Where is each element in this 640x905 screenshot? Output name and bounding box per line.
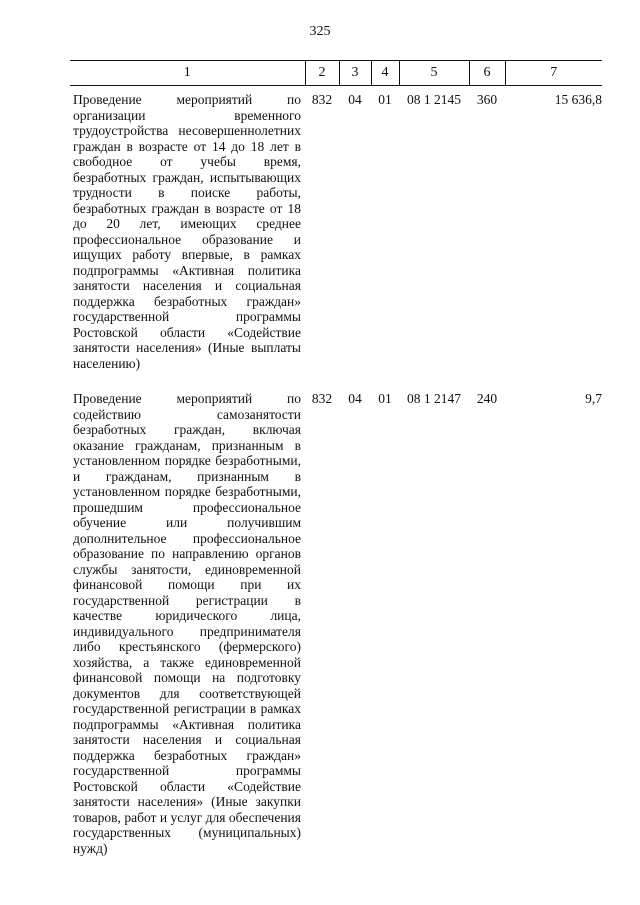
header-col-6: 6: [469, 61, 505, 86]
row-ministry-code: 832: [311, 92, 333, 107]
table-row: [70, 86, 602, 372]
budget-table: [70, 60, 602, 856]
row-description: Проведение мероприятий по содействию самозанятости безработных граждан, включая оказание гражданам, признанным в установленном порядке безработными, и гражданам, признанным в установленном порядке безработными, прошедшим профессиональное обучение или получившим дополнительное профессиональное образование по направлению органов службы занятости, единовременной финансовой помощи при их государственной регистрации в качестве юридического лица, индивидуального предпринимателя либо крестьянского (фермерского) хозяйства, а также единовременной финансовой помощи на подготовку документов для соответствующей государственной регистрации в рамках подпрограммы «Активная политика занятости населения и социальная поддержка безработных граждан» государственной программы Ростовской области «Содействие занятости населения» (Иные закупки товаров, работ и услуг для обеспечения государственных (муниципальных) нужд): [73, 391, 301, 856]
row-ministry-code: 832: [311, 391, 333, 406]
row-subsection-code: 01: [378, 92, 392, 107]
row-expense-type: 360: [476, 92, 498, 107]
header-col-3: 3: [339, 61, 371, 86]
header-col-7: 7: [505, 61, 602, 86]
row-description: Проведение мероприятий по организации временного трудоустройства несовершеннолетних граждан в возрасте от 14 до 18 лет в свободное от учебы время, безработных граждан, испытывающих трудности в поиске работы, безработных граждан в возрасте от 18 до 20 лет, имеющих среднее профессиональное образование и ищущих работу впервые, в рамках подпрограммы «Активная политика занятости населения и социальная поддержка безработных граждан» государственной программы Ростовской области «Содействие занятости населения» (Иные выплаты населению): [73, 92, 301, 371]
row-section-code: 04: [348, 92, 362, 107]
header-col-4: 4: [371, 61, 399, 86]
row-subsection-code: 01: [378, 391, 392, 406]
row-expense-type: 240: [476, 391, 498, 406]
table-header: [70, 61, 602, 86]
row-target-article: 08 1 2147: [407, 391, 461, 406]
row-amount: 15 636,8: [554, 92, 602, 107]
row-amount: 9,7: [585, 391, 602, 406]
page-number: 325: [309, 24, 331, 39]
header-col-1: 1: [70, 61, 305, 86]
header-col-2: 2: [305, 61, 339, 86]
row-target-article: 08 1 2145: [407, 92, 461, 107]
header-row: [70, 61, 602, 86]
table-row: [70, 371, 602, 856]
header-col-5: 5: [399, 61, 469, 86]
row-section-code: 04: [348, 391, 362, 406]
